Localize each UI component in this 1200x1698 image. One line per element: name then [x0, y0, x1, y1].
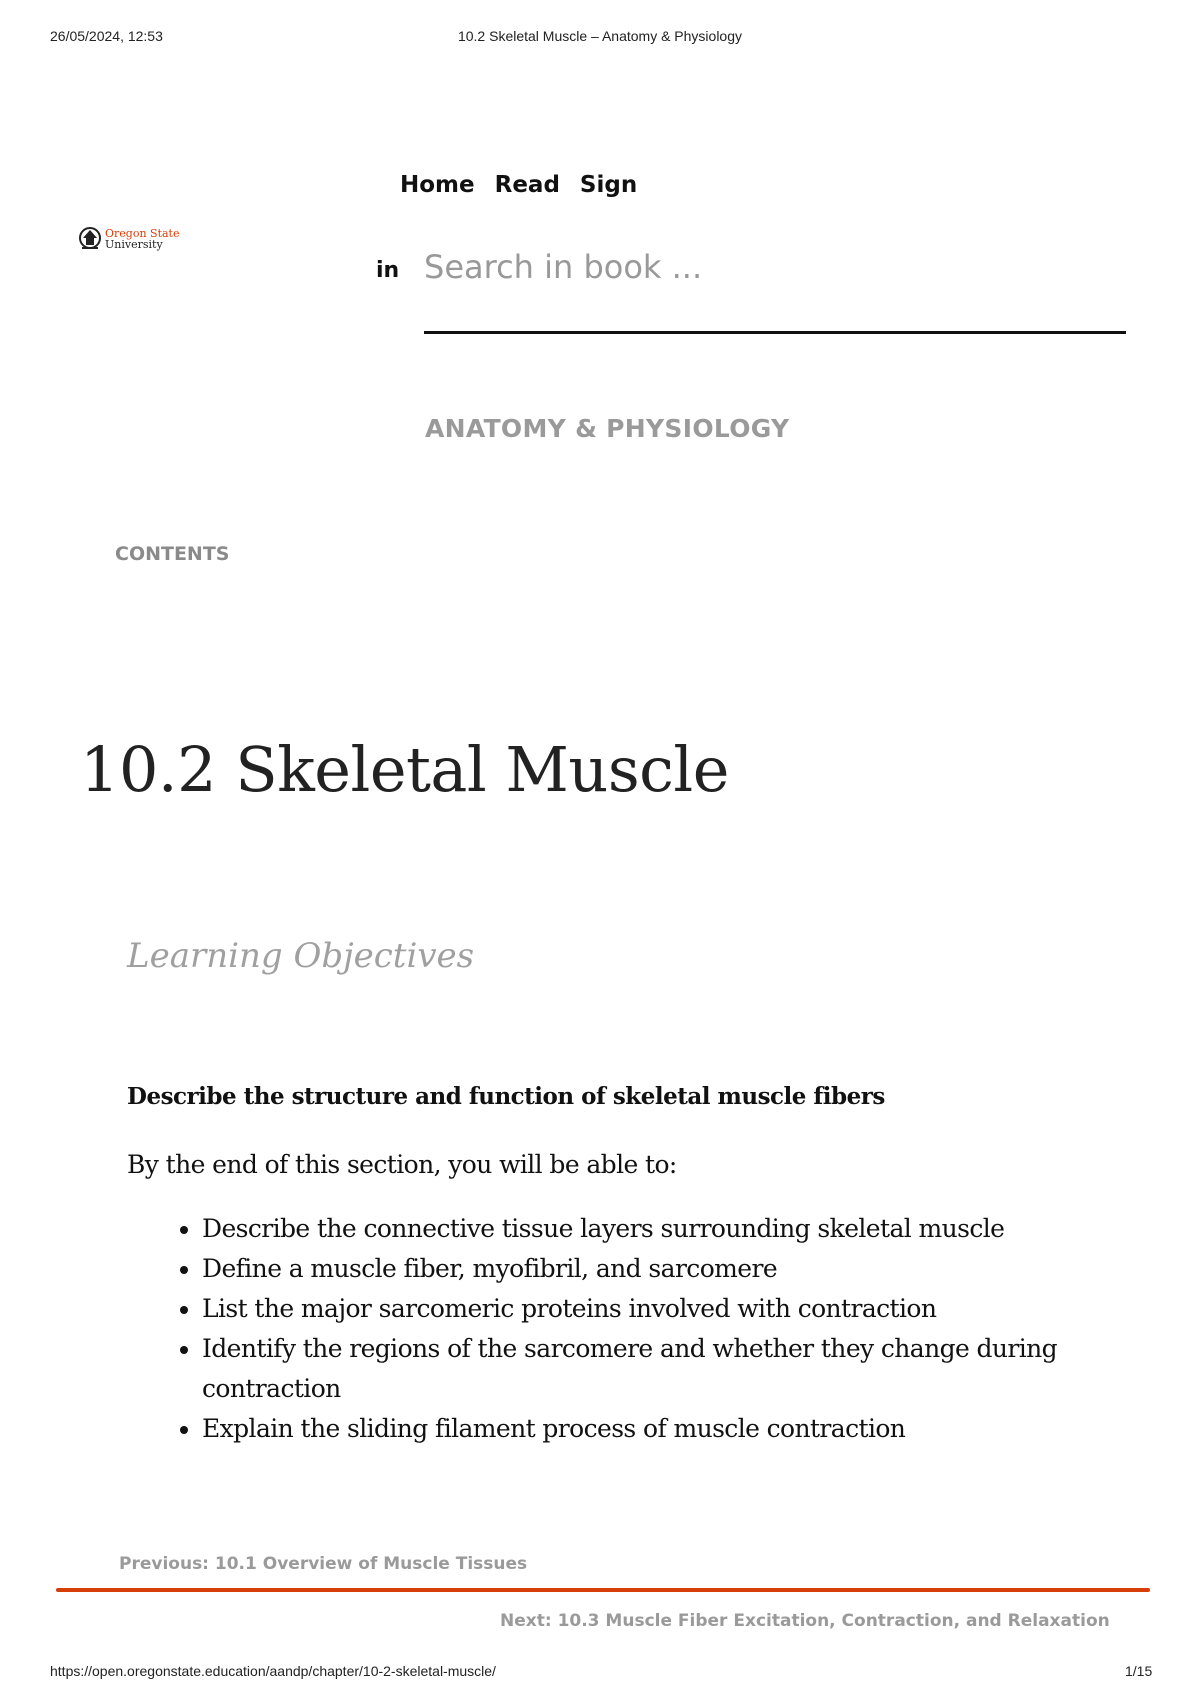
- nav-sign-in-cont[interactable]: in: [376, 258, 400, 283]
- top-nav: [400, 172, 657, 198]
- nav-sign-in[interactable]: Sign: [579, 172, 638, 198]
- nav-home[interactable]: Home: [400, 172, 475, 198]
- page-title: 10.2 Skeletal Muscle: [80, 733, 729, 806]
- previous-chapter-link[interactable]: Previous: 10.1 Overview of Muscle Tissues: [119, 1554, 528, 1574]
- pagination-divider: [56, 1588, 1150, 1592]
- print-datetime: 26/05/2024, 12:53: [50, 28, 163, 44]
- list-item: • Define a muscle fiber, myofibril, and sarcomere: [202, 1249, 1162, 1289]
- contents-toggle[interactable]: CONTENTS: [115, 543, 230, 565]
- list-item: • Identify the regions of the sarcomere and whether they change during contraction: [202, 1329, 1162, 1409]
- osu-logo[interactable]: [78, 222, 182, 256]
- learning-objectives-heading: Learning Objectives: [127, 936, 475, 976]
- next-chapter-link[interactable]: Next: 10.3 Muscle Fiber Excitation, Contraction, and Relaxation: [500, 1611, 1110, 1631]
- print-page-number: 1/15: [1125, 1663, 1153, 1679]
- logo-line-1: Oregon State: [105, 227, 180, 240]
- search-field: [424, 245, 1126, 334]
- list-item: • Explain the sliding filament process of muscle contraction: [202, 1409, 1162, 1449]
- print-page-title: 10.2 Skeletal Muscle – Anatomy & Physiology: [457, 28, 743, 44]
- logo-line-2: University: [105, 238, 163, 251]
- learning-objectives-summary: Describe the structure and function of skeletal muscle fibers: [127, 1083, 885, 1110]
- search-input[interactable]: [424, 248, 1126, 286]
- list-item: • List the major sarcomeric proteins involved with contraction: [202, 1289, 1162, 1329]
- learning-objectives-intro: By the end of this section, you will be able to:: [127, 1150, 677, 1179]
- nav-read[interactable]: Read: [494, 172, 560, 198]
- university-seal-icon: [78, 226, 102, 252]
- learning-objectives-list: [160, 1209, 1162, 1449]
- print-url: https://open.oregonstate.education/aandp/chapter/10-2-skeletal-muscle/: [50, 1663, 496, 1679]
- book-title-link[interactable]: ANATOMY & PHYSIOLOGY: [425, 414, 790, 443]
- list-item: • Describe the connective tissue layers surrounding skeletal muscle: [202, 1209, 1162, 1249]
